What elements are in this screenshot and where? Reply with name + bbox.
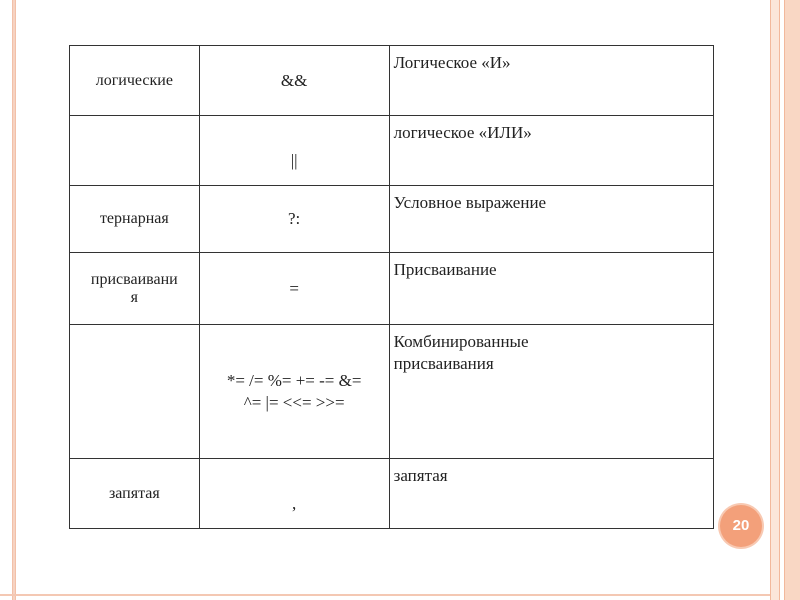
table-row bbox=[70, 46, 714, 116]
right-stripe-outer bbox=[784, 0, 800, 600]
operator-text: && bbox=[280, 70, 308, 90]
bottom-decorative-line bbox=[0, 594, 770, 596]
table-row bbox=[70, 253, 714, 325]
table-row bbox=[70, 459, 714, 529]
description-cell bbox=[389, 186, 713, 253]
operator-text: ?: bbox=[288, 209, 301, 228]
operator-cell bbox=[199, 459, 389, 529]
page-number-badge: 20 bbox=[720, 505, 762, 547]
category-cell bbox=[70, 459, 200, 529]
description-cell bbox=[389, 325, 713, 459]
description-text: Логическое «И» bbox=[393, 53, 511, 72]
operator-text: || bbox=[290, 150, 298, 170]
description-cell bbox=[389, 46, 713, 116]
description-text-line1: Комбинированные bbox=[393, 332, 529, 351]
description-text: запятая bbox=[393, 466, 448, 485]
operator-cell bbox=[199, 186, 389, 253]
operator-cell bbox=[199, 116, 389, 186]
operator-text-line2: ^= |= <<= >>= bbox=[243, 392, 345, 412]
operator-cell bbox=[199, 253, 389, 325]
description-cell bbox=[389, 116, 713, 186]
description-cell bbox=[389, 253, 713, 325]
right-decorative-stripes bbox=[770, 0, 800, 600]
operator-text: , bbox=[292, 493, 297, 513]
table-row bbox=[70, 186, 714, 253]
category-cell bbox=[70, 186, 200, 253]
right-stripe-inner bbox=[770, 0, 780, 600]
category-text: логические bbox=[95, 71, 173, 89]
category-cell bbox=[70, 46, 200, 116]
table-row bbox=[70, 116, 714, 186]
category-text: запятая bbox=[108, 484, 160, 502]
category-cell bbox=[70, 325, 200, 459]
category-text: тернарная bbox=[99, 210, 169, 227]
description-text: Условное выражение bbox=[393, 193, 547, 212]
operator-cell bbox=[199, 46, 389, 116]
description-cell bbox=[389, 459, 713, 529]
category-cell bbox=[70, 253, 200, 325]
operators-table bbox=[69, 45, 714, 529]
operator-text-line1: *= /= %= += -= &= bbox=[226, 370, 362, 390]
description-text-line2: присваивания bbox=[393, 354, 494, 373]
table-row bbox=[70, 325, 714, 459]
category-text-line1: присваивани bbox=[90, 270, 178, 288]
category-cell bbox=[70, 116, 200, 186]
description-text: Присваивание bbox=[393, 260, 497, 279]
left-decorative-stripe bbox=[12, 0, 16, 600]
operator-text: = bbox=[289, 278, 299, 298]
operator-cell bbox=[199, 325, 389, 459]
description-text: логическое «ИЛИ» bbox=[393, 123, 532, 142]
category-text-line2: я bbox=[130, 288, 139, 306]
